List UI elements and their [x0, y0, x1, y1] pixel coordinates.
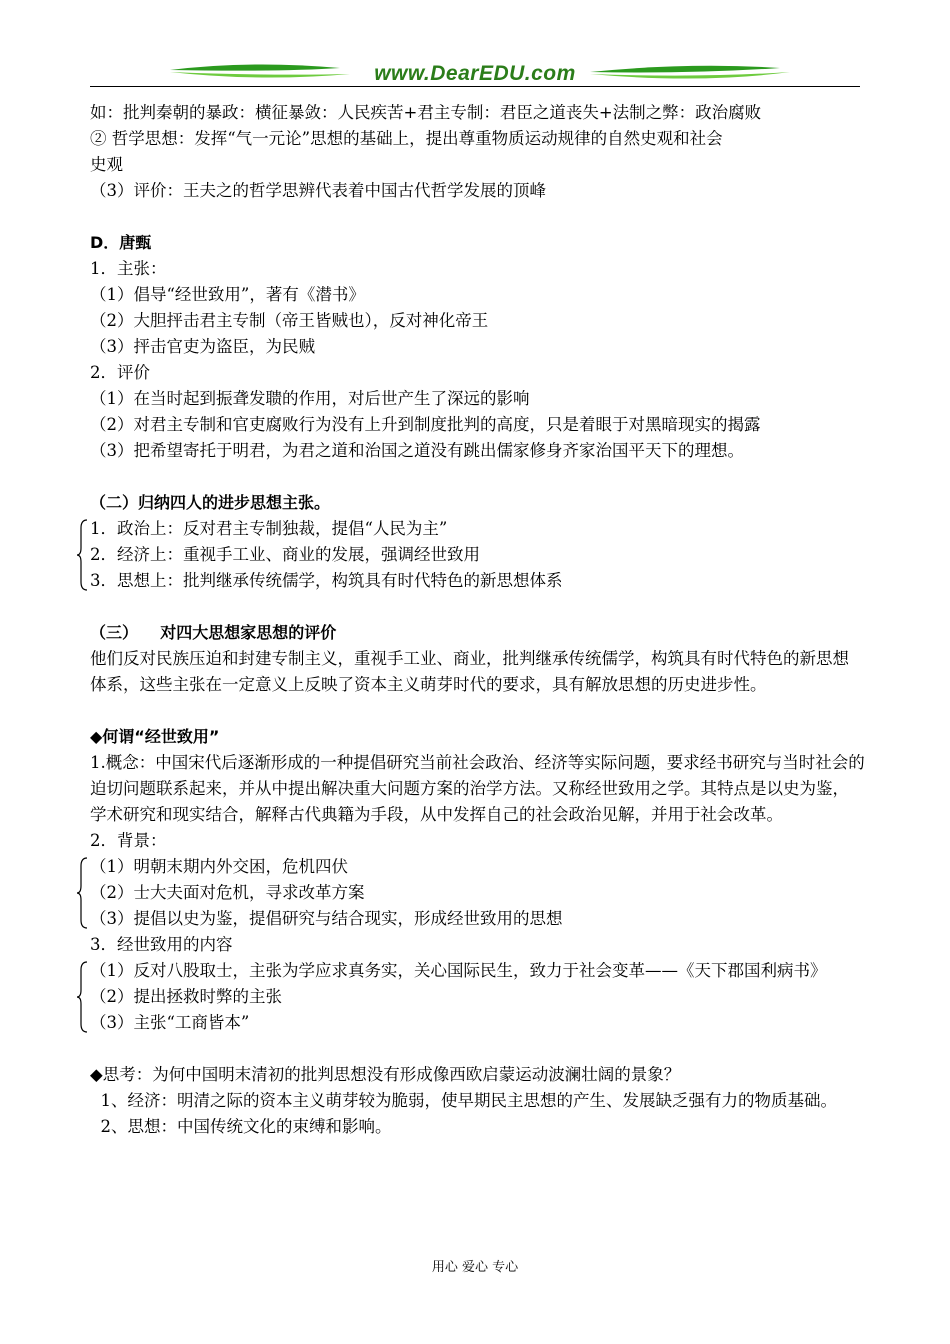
text-line: （3）主张“工商皆本”	[90, 1013, 250, 1032]
bracket-group	[90, 854, 865, 932]
left-brace-icon	[76, 856, 88, 930]
text-line: （3）提倡以史为鉴，提倡研究与结合现实，形成经世致用的思想	[90, 909, 563, 928]
text-line: （2）提出拯救时弊的主张	[90, 987, 282, 1006]
left-brace-icon	[76, 518, 88, 592]
text-line: （2）对君主专制和官吏腐败行为没有上升到制度批判的高度，只是着眼于对黑暗现实的揭露	[90, 415, 761, 434]
text-line: ② 哲学思想：发挥“气一元论”思想的基础上，提出尊重物质运动规律的自然史观和社会	[90, 129, 723, 148]
text-line: 1．政治上：反对君主专制独裁，提倡“人民为主”	[90, 519, 448, 538]
text-line: （1）倡导“经世致用”，著有《潜书》	[90, 285, 365, 304]
text-line: 3．经世致用的内容	[90, 935, 233, 954]
paragraph: 1.概念：中国宋代后逐渐形成的一种提倡研究当前社会政治、经济等实际问题，要求经书研究与当时社会的迫切问题联系起来，并从中提出解决重大问题方案的治学方法。又称经世致用之学。其特点是以史为鉴，学术研究和现实结合，解释古代典籍为手段，从中发挥自己的社会政治见解，并用于社会改革。	[90, 753, 865, 824]
text-line: （3）抨击官吏为盗臣，为民贼	[90, 337, 315, 356]
section-title: D．唐甄	[90, 233, 152, 252]
text-line: （3）把希望寄托于明君，为君之道和治国之道没有跳出儒家修身齐家治国平天下的理想。	[90, 441, 744, 460]
section-title: （二）归纳四人的进步思想主张。	[90, 493, 331, 512]
bracket-group	[90, 516, 865, 594]
section-title: ◆思考：为何中国明末清初的批判思想没有形成像西欧启蒙运动波澜壮阔的景象？	[90, 1065, 681, 1084]
paragraph: 他们反对民族压迫和封建专制主义，重视手工业、商业，批判继承传统儒学，构筑具有时代特色的新思想体系，这些主张在一定意义上反映了资本主义萌芽时代的要求，具有解放思想的历史进步性。	[90, 649, 849, 694]
document-body	[90, 100, 865, 1140]
text-line: 2．经济上：重视手工业、商业的发展，强调经世致用	[90, 545, 480, 564]
page-footer: 用心 爱心 专心	[431, 1260, 519, 1275]
text-line: （3）评价：王夫之的哲学思辨代表着中国古代哲学发展的顶峰	[90, 181, 546, 200]
left-brace-icon	[76, 960, 88, 1034]
section-title: （三） 对四大思想家思想的评价	[90, 623, 337, 642]
section-title: ◆何谓“经世致用”	[90, 727, 220, 746]
paragraph: 1、经济：明清之际的资本主义萌芽较为脆弱，使早期民主思想的产生、发展缺乏强有力的物质基础。	[90, 1091, 837, 1110]
text-line: 2、思想：中国传统文化的束缚和影响。	[90, 1117, 392, 1136]
bracket-group	[90, 958, 865, 1036]
text-line: （1）反对八股取士，主张为学应求真务实，关心国际民生，致力于社会变革——《天下郡国利病书》	[90, 961, 827, 980]
text-line: （2）士大夫面对危机，寻求改革方案	[90, 883, 365, 902]
header-rule	[90, 86, 860, 87]
text-line: 1．主张：	[90, 259, 167, 278]
text-line: 如：批判秦朝的暴政：横征暴敛：人民疾苦+君主专制：君臣之道丧失+法制之弊：政治腐败	[90, 103, 762, 122]
text-line: 2．评价	[90, 363, 150, 382]
text-line: 史观	[90, 155, 123, 174]
text-line: （2）大胆抨击君主专制（帝王皆贼也），反对神化帝王	[90, 311, 489, 330]
text-line: （1）在当时起到振聋发聩的作用，对后世产生了深远的影响	[90, 389, 530, 408]
text-line: 2．背景：	[90, 831, 167, 850]
site-logo: www.DearEDU.com	[374, 62, 576, 85]
text-line: 3．思想上：批判继承传统儒学，构筑具有时代特色的新思想体系	[90, 571, 563, 590]
text-line: （1）明朝末期内外交困，危机四伏	[90, 857, 348, 876]
